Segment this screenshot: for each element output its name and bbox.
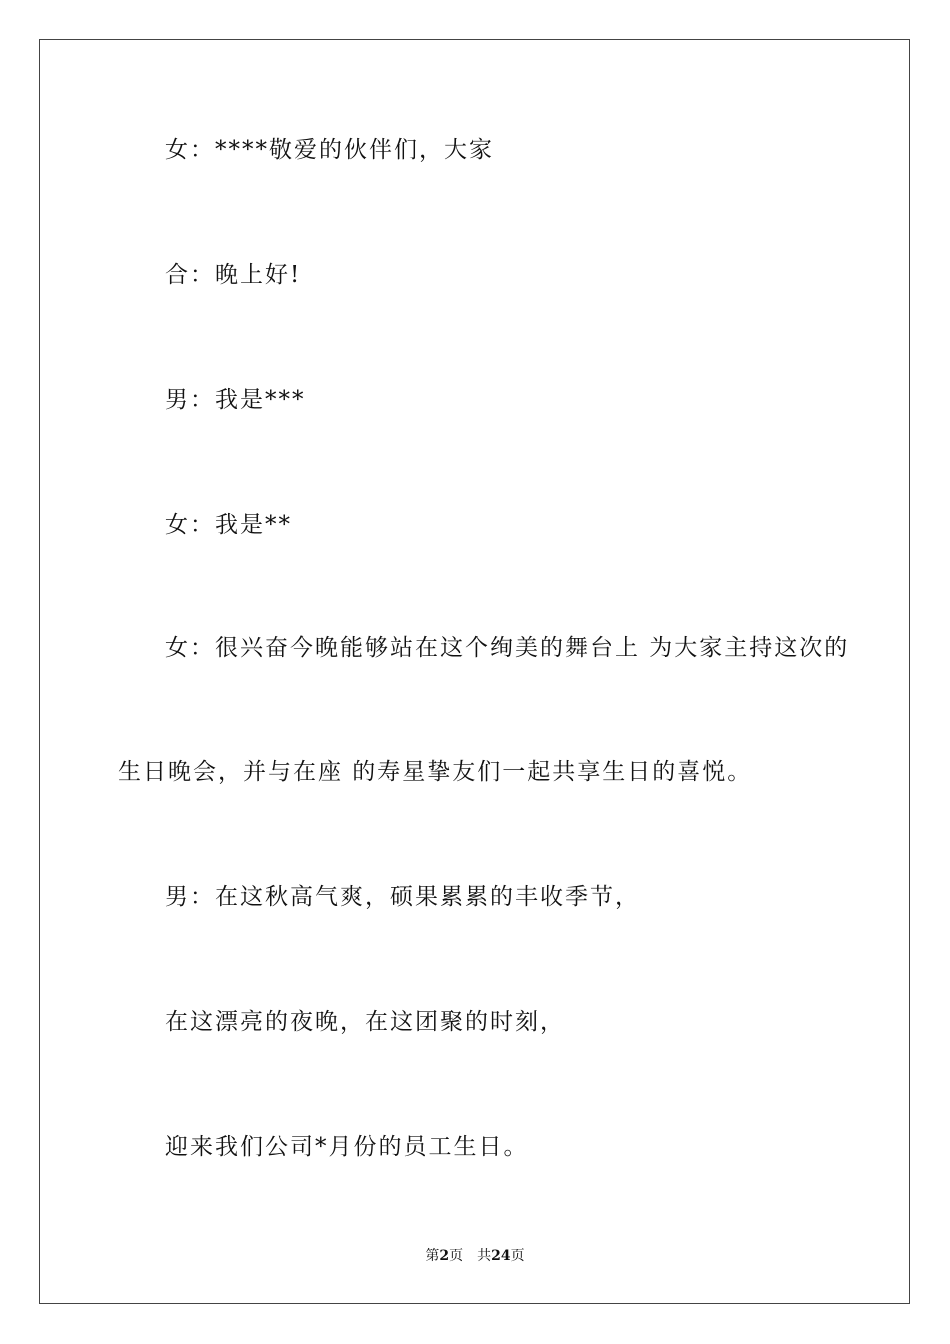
footer-prefix: 第 xyxy=(425,1248,440,1264)
footer-total-prefix: 共 xyxy=(477,1248,492,1264)
current-page-number: 2 xyxy=(439,1248,450,1264)
script-line: 合：晚上好! xyxy=(165,262,302,288)
script-line: 男：在这秋高气爽，硕果累累的丰收季节， xyxy=(165,884,640,910)
page-footer xyxy=(0,1246,950,1266)
page-border xyxy=(39,39,910,1304)
footer-total-suffix: 页 xyxy=(510,1248,525,1264)
script-line: 在这漂亮的夜晚，在这团聚的时刻， xyxy=(165,1009,565,1035)
total-page-count: 24 xyxy=(491,1248,511,1264)
footer-page-suffix: 页 xyxy=(449,1248,464,1264)
script-line: 迎来我们公司*月份的员工生日。 xyxy=(165,1134,529,1160)
script-line: 女：很兴奋今晚能够站在这个绚美的舞台上 为大家主持这次的 xyxy=(165,635,850,661)
script-line: 男：我是*** xyxy=(165,387,306,413)
script-line: 女：我是** xyxy=(165,512,292,538)
script-line: 女：****敬爱的伙伴们，大家 xyxy=(165,137,494,163)
script-line-continuation: 生日晚会，并与在座 的寿星挚友们一起共享生日的喜悦。 xyxy=(118,759,753,785)
